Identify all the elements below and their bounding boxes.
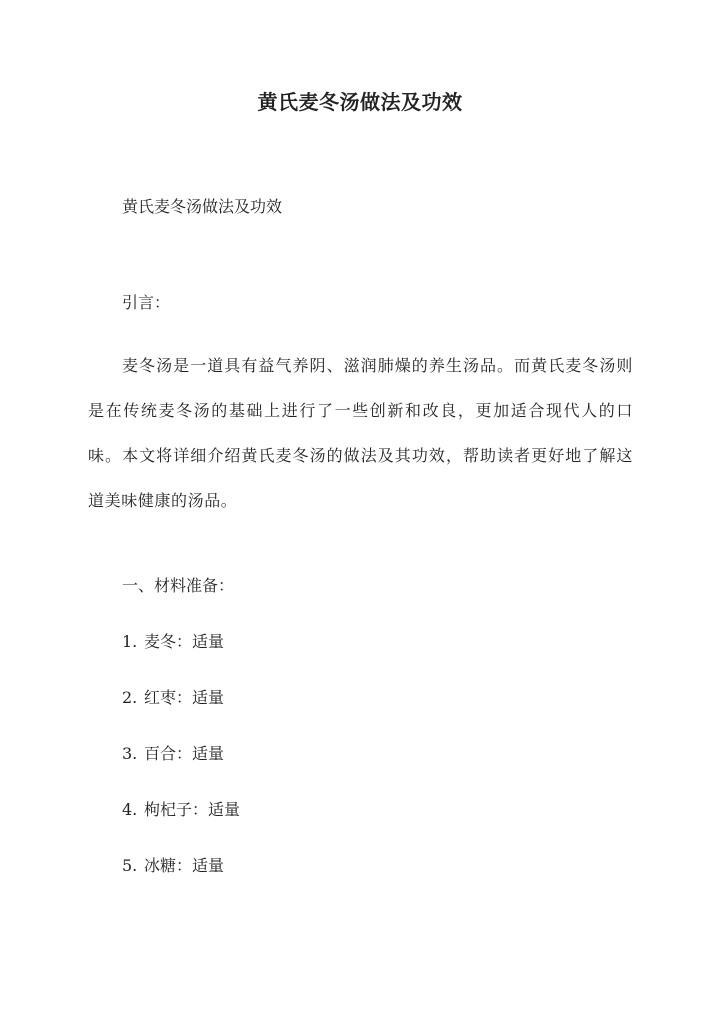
- ingredient-text: 麦冬：适量: [144, 632, 225, 651]
- ingredient-number: 1.: [122, 632, 138, 651]
- ingredient-number: 2.: [122, 688, 138, 707]
- intro-paragraph: 麦冬汤是一道具有益气养阴、滋润肺燥的养生汤品。而黄氏麦冬汤则是在传统麦冬汤的基础上进行了一些创新和改良，更加适合现代人的口味。本文将详细介绍黄氏麦冬汤的做法及其功效，帮助读者更好地了解这道美味健康的汤品。: [88, 356, 633, 510]
- intro-heading: 引言：: [122, 293, 171, 312]
- ingredient-text: 枸杞子：适量: [144, 800, 241, 819]
- ingredient-number: 3.: [122, 744, 138, 763]
- section-heading-materials: 一、材料准备：: [122, 576, 235, 595]
- ingredient-number: 5.: [122, 856, 138, 875]
- ingredient-item: [122, 743, 224, 765]
- ingredient-text: 红枣：适量: [144, 688, 225, 707]
- ingredient-text: 百合：适量: [144, 744, 225, 763]
- ingredient-item: [122, 631, 224, 653]
- ingredient-item: [122, 687, 224, 709]
- document-subtitle: 黄氏麦冬汤做法及功效: [122, 197, 283, 216]
- ingredient-item: [122, 799, 240, 821]
- ingredient-text: 冰糖：适量: [144, 856, 225, 875]
- ingredient-item: [122, 855, 224, 877]
- document-title: 黄氏麦冬汤做法及功效: [257, 90, 463, 114]
- ingredient-number: 4.: [122, 800, 138, 819]
